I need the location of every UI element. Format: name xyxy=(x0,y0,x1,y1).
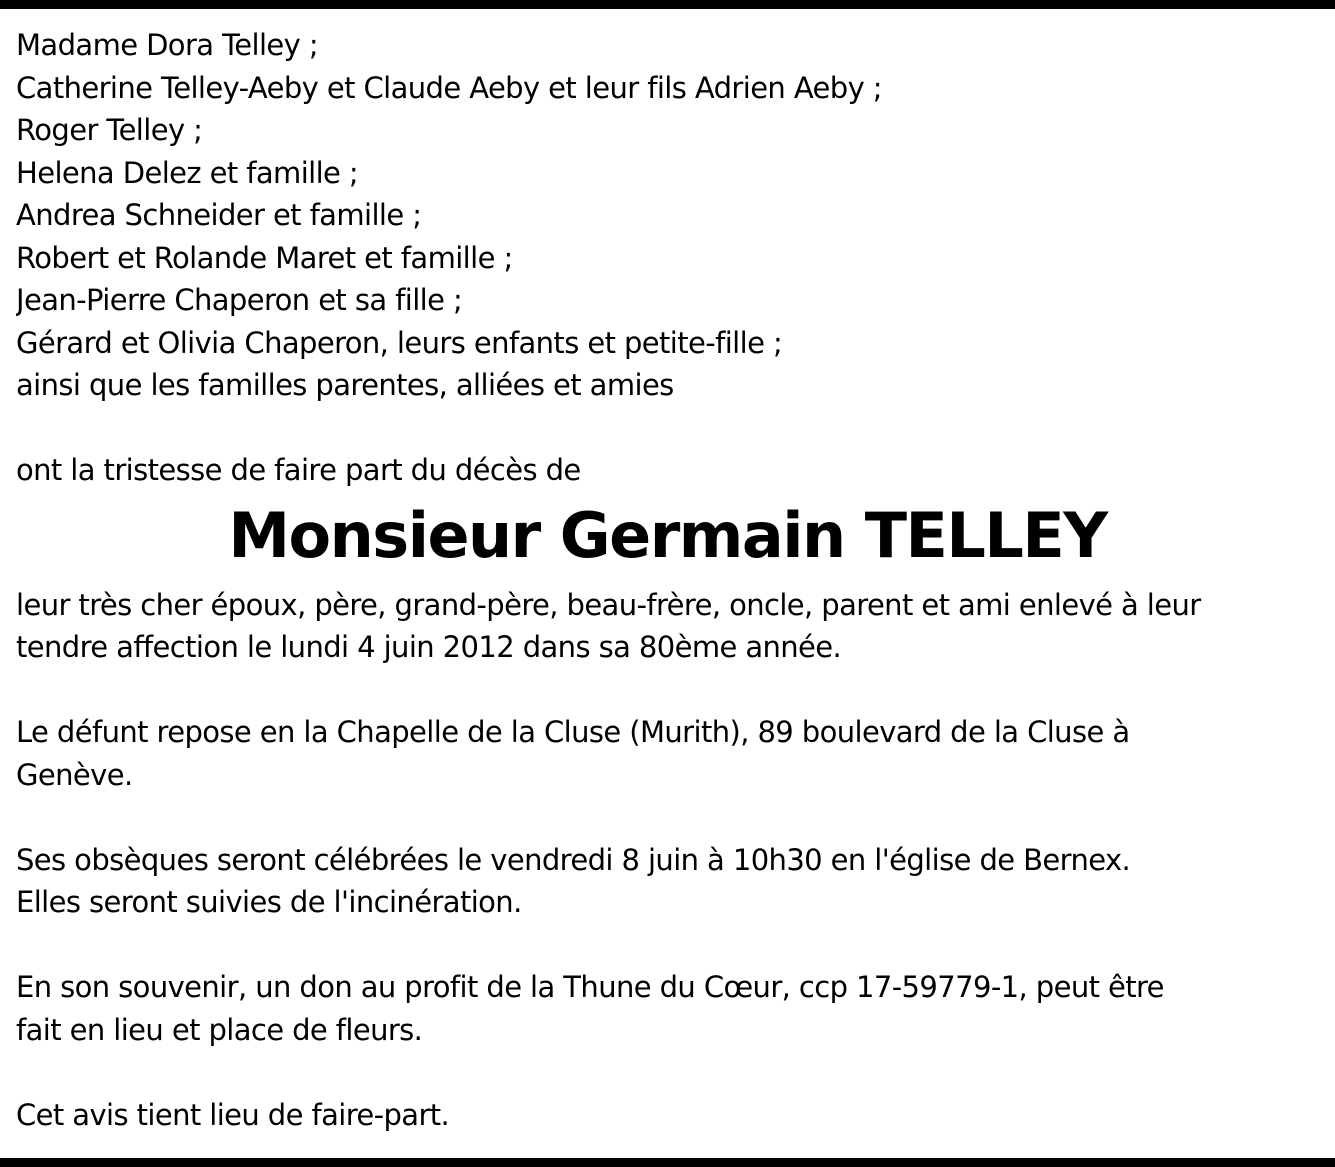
mourners-list xyxy=(16,24,1321,407)
description-line: leur très cher époux, père, grand-père, beau-frère, oncle, parent et ami enlevé à leur xyxy=(16,587,1201,622)
deceased-name: Monsieur Germain TELLEY xyxy=(228,498,1107,572)
mourner-line: Madame Dora Telley ; xyxy=(16,28,319,62)
funeral-line: Elles seront suivies de l'incinération. xyxy=(16,885,522,919)
spacer xyxy=(16,924,1321,967)
mourner-line: Jean-Pierre Chaperon et sa fille ; xyxy=(16,283,463,317)
mourner-line: Andrea Schneider et famille ; xyxy=(16,198,422,232)
donation-line: En son souvenir, un don au profit de la Thune du Cœur, ccp 17-59779-1, peut être xyxy=(16,970,1164,1004)
mourner-line: ainsi que les familles parentes, alliées et amies xyxy=(16,368,674,402)
mourner-line: Roger Telley ; xyxy=(16,113,203,147)
donation-line: fait en lieu et place de fleurs. xyxy=(16,1012,423,1047)
rest-place-line: Genève. xyxy=(16,757,133,792)
mourner-line: Helena Delez et famille ; xyxy=(16,155,359,190)
spacer xyxy=(16,669,1321,712)
closing-text: Cet avis tient lieu de faire-part. xyxy=(16,1097,450,1132)
rest-place-paragraph xyxy=(16,711,1321,796)
mourner-line: Robert et Rolande Maret et famille ; xyxy=(16,240,513,275)
mourner-line: Gérard et Olivia Chaperon, leurs enfants et petite-fille ; xyxy=(16,325,783,360)
description-line: tendre affection le lundi 4 juin 2012 dans sa 80ème année. xyxy=(16,630,842,664)
spacer xyxy=(16,407,1321,450)
announcement-text: ont la tristesse de faire part du décès de xyxy=(16,453,581,487)
spacer xyxy=(16,1051,1321,1094)
donation-paragraph xyxy=(16,966,1321,1051)
funeral-paragraph xyxy=(16,839,1321,924)
rest-place-line: Le défunt repose en la Chapelle de la Cluse (Murith), 89 boulevard de la Cluse à xyxy=(16,715,1130,749)
funeral-line: Ses obsèques seront célébrées le vendredi 8 juin à 10h30 en l'église de Bernex. xyxy=(16,842,1131,877)
bottom-border-rule xyxy=(0,1158,1335,1167)
spacer xyxy=(16,796,1321,839)
mourner-line: Catherine Telley-Aeby et Claude Aeby et leur fils Adrien Aeby ; xyxy=(16,70,882,105)
obituary-notice xyxy=(16,24,1321,1136)
description-paragraph xyxy=(16,584,1321,669)
top-border-rule xyxy=(0,0,1335,9)
